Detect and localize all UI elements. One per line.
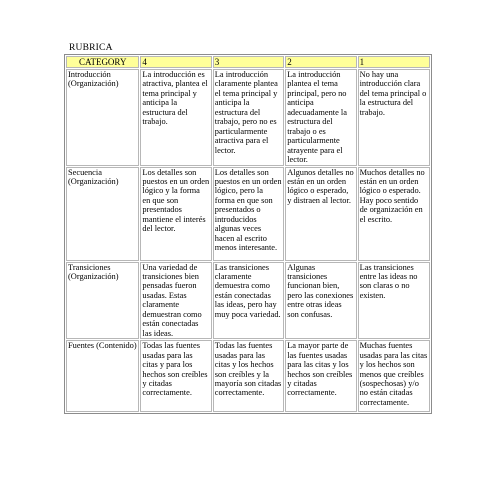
criterion-cell: Muchos detalles no están en un orden lógico o esperado. Hay poco sentido de organización en el escrito.: [358, 167, 430, 261]
criterion-cell: La mayor parte de las fuentes usadas para las citas y los hechos son creíbles y citadas correctamente.: [285, 340, 356, 412]
header-category: CATEGORY: [66, 56, 139, 68]
criterion-cell: Una variedad de transiciones bien pensadas fueron usadas. Estas claramente demuestran como están conectadas las ideas.: [140, 262, 211, 340]
header-level-2: 2: [285, 56, 356, 68]
criterion-cell: Todas las fuentes usadas para las citas y para los hechos son creíbles y citadas correctamente.: [140, 340, 211, 412]
table-row: [66, 340, 430, 412]
header-level-3: 3: [213, 56, 284, 68]
criterion-cell: Todas las fuentes usadas para las citas y los hechos son creíbles y la mayoría son citadas correctamente.: [213, 340, 284, 412]
row-category: Introducción (Organización): [66, 69, 139, 166]
criterion-cell: Los detalles son puestos en un orden lógico, pero la forma en que son presentados o introducidos algunas veces hacen al escrito menos interesante.: [213, 167, 284, 261]
criterion-cell: No hay una introducción clara del tema principal o la estructura del trabajo.: [358, 69, 430, 166]
document-title: RUBRICA: [69, 43, 113, 53]
criterion-cell: Algunas transiciones funcionan bien, pero las conexiones entre otras ideas son confusas.: [285, 262, 356, 340]
criterion-cell: La introducción es atractiva, plantea el tema principal y anticipa la estructura del trabajo.: [140, 69, 211, 166]
table-row: [66, 69, 430, 166]
criterion-cell: Las transiciones entre las ideas no son claras o no existen.: [358, 262, 430, 340]
criterion-cell: Muchas fuentes usadas para las citas y los hechos son menos que creíbles (sospechosas) y/o no están citadas correctamente.: [358, 340, 430, 412]
row-category: Transiciones (Organización): [66, 262, 139, 340]
rubric-table: [64, 54, 432, 414]
header-level-1: 1: [358, 56, 430, 68]
criterion-cell: Las transiciones claramente demuestra como están conectadas las ideas, pero hay muy poca variedad.: [213, 262, 284, 340]
criterion-cell: La introducción plantea el tema principal, pero no anticipa adecuadamente la estructura del trabajo o es particularmente atrayente para el lector.: [285, 69, 356, 166]
row-category: Secuencia (Organización): [66, 167, 139, 261]
criterion-cell: Los detalles son puestos en un orden lógico y la forma en que son presentados mantiene el interés del lector.: [140, 167, 211, 261]
row-category: Fuentes (Contenido): [66, 340, 139, 412]
criterion-cell: Algunos detalles no están en un orden lógico o esperado, y distraen al lector.: [285, 167, 356, 261]
criterion-cell: La introducción claramente plantea el tema principal y anticipa la estructura del trabajo, pero no es particularmente atractiva para el lector.: [213, 69, 284, 166]
header-level-4: 4: [140, 56, 211, 68]
header-row: [66, 56, 430, 68]
table-row: [66, 167, 430, 261]
table-row: [66, 262, 430, 340]
